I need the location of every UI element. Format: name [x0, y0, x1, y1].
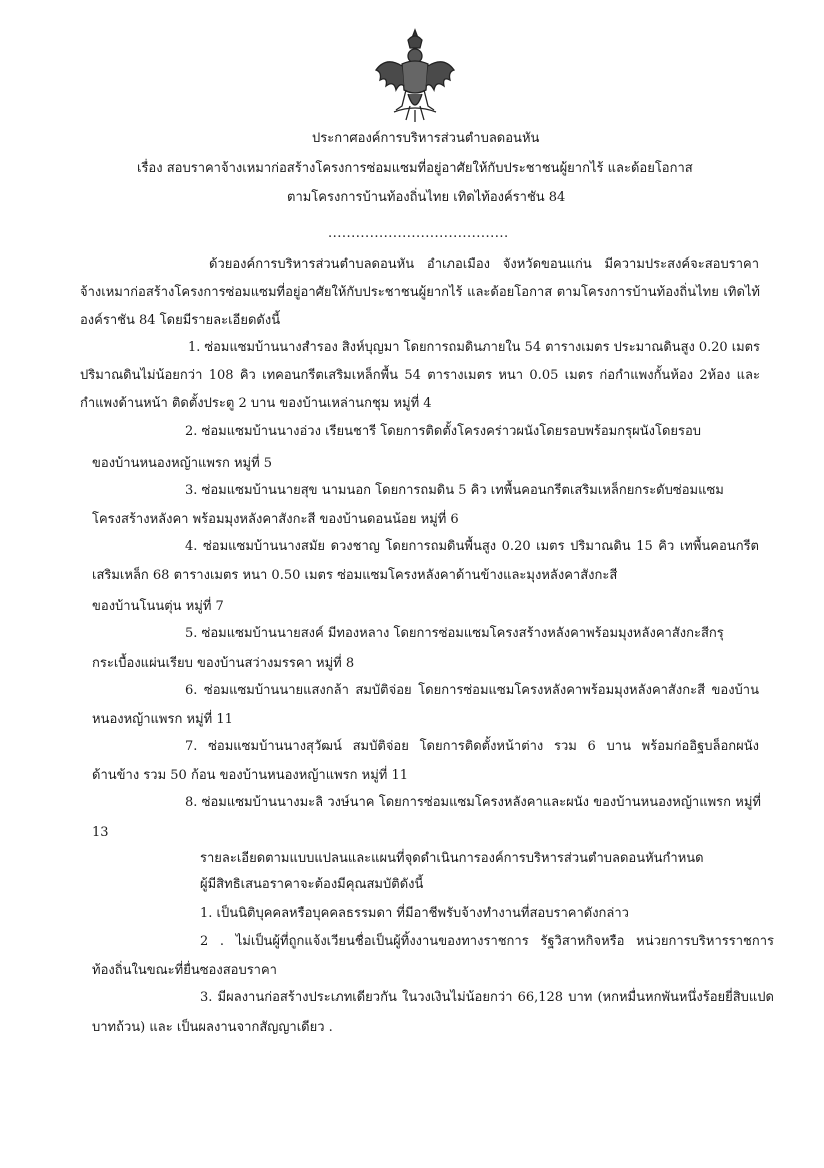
item-1-line-2: ปริมาณดินไม่น้อยกว่า 108 คิว เทคอนกรีตเสริมเหล็กพื้น 54 ตารางเมตร หนา 0.05 เมตร ก่อกำแพงกั้นห้อง 2ห้อง และ: [80, 368, 760, 383]
qualification-2-line-1: 2 . ไม่เป็นผู้ที่ถูกแจ้งเวียนชื่อเป็นผู้ทิ้งงานของทางราชการ รัฐวิสาหกิจหรือ หน่วยการบริหารราชการ: [200, 934, 774, 949]
item-1-line-1: 1. ซ่อมแซมบ้านนางสำรอง สิงห์บุญมา โดยการถมดินภายใน 54 ตารางเมตร ประมาณดินสูง 0.20 เมตร: [188, 340, 760, 355]
item-4-line-2: เสริมเหล็ก 68 ตารางเมตร หนา 0.50 เมตร ซ่อมแซมโครงหลังคาด้านข้างและมุงหลังคาสังกะสี: [92, 568, 618, 583]
item-8-line-2: 13: [92, 825, 109, 840]
item-2-line-1: 2. ซ่อมแซมบ้านนางอ่วง เรียนชารี โดยการติดตั้งโครงคร่าวผนังโดยรอบพร้อมกรุผนังโดยรอบ: [185, 424, 702, 439]
item-3-line-1: 3. ซ่อมแซมบ้านนายสุข นามนอก โดยการถมดิน 5 คิว เทพื้นคอนกรีตเสริมเหล็กยกระดับซ่อมแซม: [185, 483, 724, 498]
item-5-line-1: 5. ซ่อมแซมบ้านนายสงค์ มีทองหลาง โดยการซ่อมแซมโครงสร้างหลังคาพร้อมมุงหลังคาสังกะสีกรุ: [185, 626, 724, 641]
qualification-2-line-2: ท้องถิ่นในขณะที่ยื่นซองสอบราคา: [92, 963, 277, 978]
intro-line-3: องค์ราชัน 84 โดยมีรายละเอียดดังนี้: [80, 313, 281, 328]
subject-line-2: ตามโครงการบ้านท้องถิ่นไทย เทิดไท้องค์ราชัน 84: [287, 190, 566, 205]
item-7-line-2: ด้านข้าง รวม 50 ก้อน ของบ้านหนองหญ้าแพรก หมู่ที่ 11: [92, 768, 409, 783]
qualification-3-line-2: บาทถ้วน) และ เป็นผลงานจากสัญญาเดียว .: [92, 1020, 333, 1035]
title-divider: .......................................: [328, 226, 509, 241]
item-4-line-3: ของบ้านโนนตุ่น หมู่ที่ 7: [92, 599, 224, 614]
intro-line-1: ด้วยองค์การบริหารส่วนตำบลดอนหัน อำเภอเมือง จังหวัดขอนแก่น มีความประสงค์จะสอบราคา: [209, 257, 759, 272]
qualification-1: 1. เป็นนิติบุคคลหรือบุคคลธรรมดา ที่มีอาชีพรับจ้างทำงานที่สอบราคาดังกล่าว: [200, 906, 629, 921]
garuda-emblem-icon: [372, 26, 458, 124]
subject-line-1: เรื่อง สอบราคาจ้างเหมาก่อสร้างโครงการซ่อมแซมที่อยู่อาศัยให้กับประชาชนผู้ยากไร้ และด้อยโอกาส: [137, 161, 693, 176]
item-7-line-1: 7. ซ่อมแซมบ้านนางสุวัฒน์ สมบัติจ่อย โดยการติดตั้งหน้าต่าง รวม 6 บาน พร้อมก่ออิฐบล็อกผนัง: [185, 739, 759, 754]
item-6-line-1: 6. ซ่อมแซมบ้านนายแสงกล้า สมบัติจ่อย โดยการซ่อมแซมโครงหลังคาพร้อมมุงหลังคาสังกะสี ของบ้าน: [185, 683, 759, 698]
item-4-line-1: 4. ซ่อมแซมบ้านนางสมัย ดวงชาญ โดยการถมดินพื้นสูง 0.20 เมตร ปริมาณดิน 15 คิว เทพื้นคอนกรีต: [185, 539, 759, 554]
item-5-line-2: กระเบื้องแผ่นเรียบ ของบ้านสว่างมรรคา หมู่ที่ 8: [92, 656, 355, 671]
item-2-line-2: ของบ้านหนองหญ้าแพรก หมู่ที่ 5: [92, 456, 273, 471]
details-line: รายละเอียดตามแบบแปลนและแผนที่จุดดำเนินการองค์การบริหารส่วนตำบลดอนหันกำหนด: [200, 851, 704, 866]
qualification-3-line-1: 3. มีผลงานก่อสร้างประเภทเดียวกัน ในวงเงินไม่น้อยกว่า 66,128 บาท (หกหมื่นหกพันหนึ่งร้อยยี่สิบแปด: [200, 990, 774, 1005]
item-8-line-1: 8. ซ่อมแซมบ้านนางมะลิ วงษ์นาค โดยการซ่อมแซมโครงหลังคาและผนัง ของบ้านหนองหญ้าแพรก หมู่ที่: [185, 795, 761, 810]
qualification-heading: ผู้มีสิทธิเสนอราคาจะต้องมีคุณสมบัติดังนี้: [200, 877, 424, 892]
item-6-line-2: หนองหญ้าแพรก หมู่ที่ 11: [92, 712, 233, 727]
intro-line-2: จ้างเหมาก่อสร้างโครงการซ่อมแซมที่อยู่อาศัยให้กับประชาชนผู้ยากไร้ และด้อยโอกาส ตามโครงการบ้านท้องถิ่นไทย เทิดไท้: [80, 285, 760, 300]
item-3-line-2: โครงสร้างหลังคา พร้อมมุงหลังคาสังกะสี ของบ้านดอนน้อย หมู่ที่ 6: [92, 512, 459, 527]
document-title: ประกาศองค์การบริหารส่วนตำบลดอนหัน: [312, 131, 540, 146]
item-1-line-3: กำแพงด้านหน้า ติดตั้งประตู 2 บาน ของบ้านเหล่านกชุม หมู่ที่ 4: [80, 396, 432, 411]
